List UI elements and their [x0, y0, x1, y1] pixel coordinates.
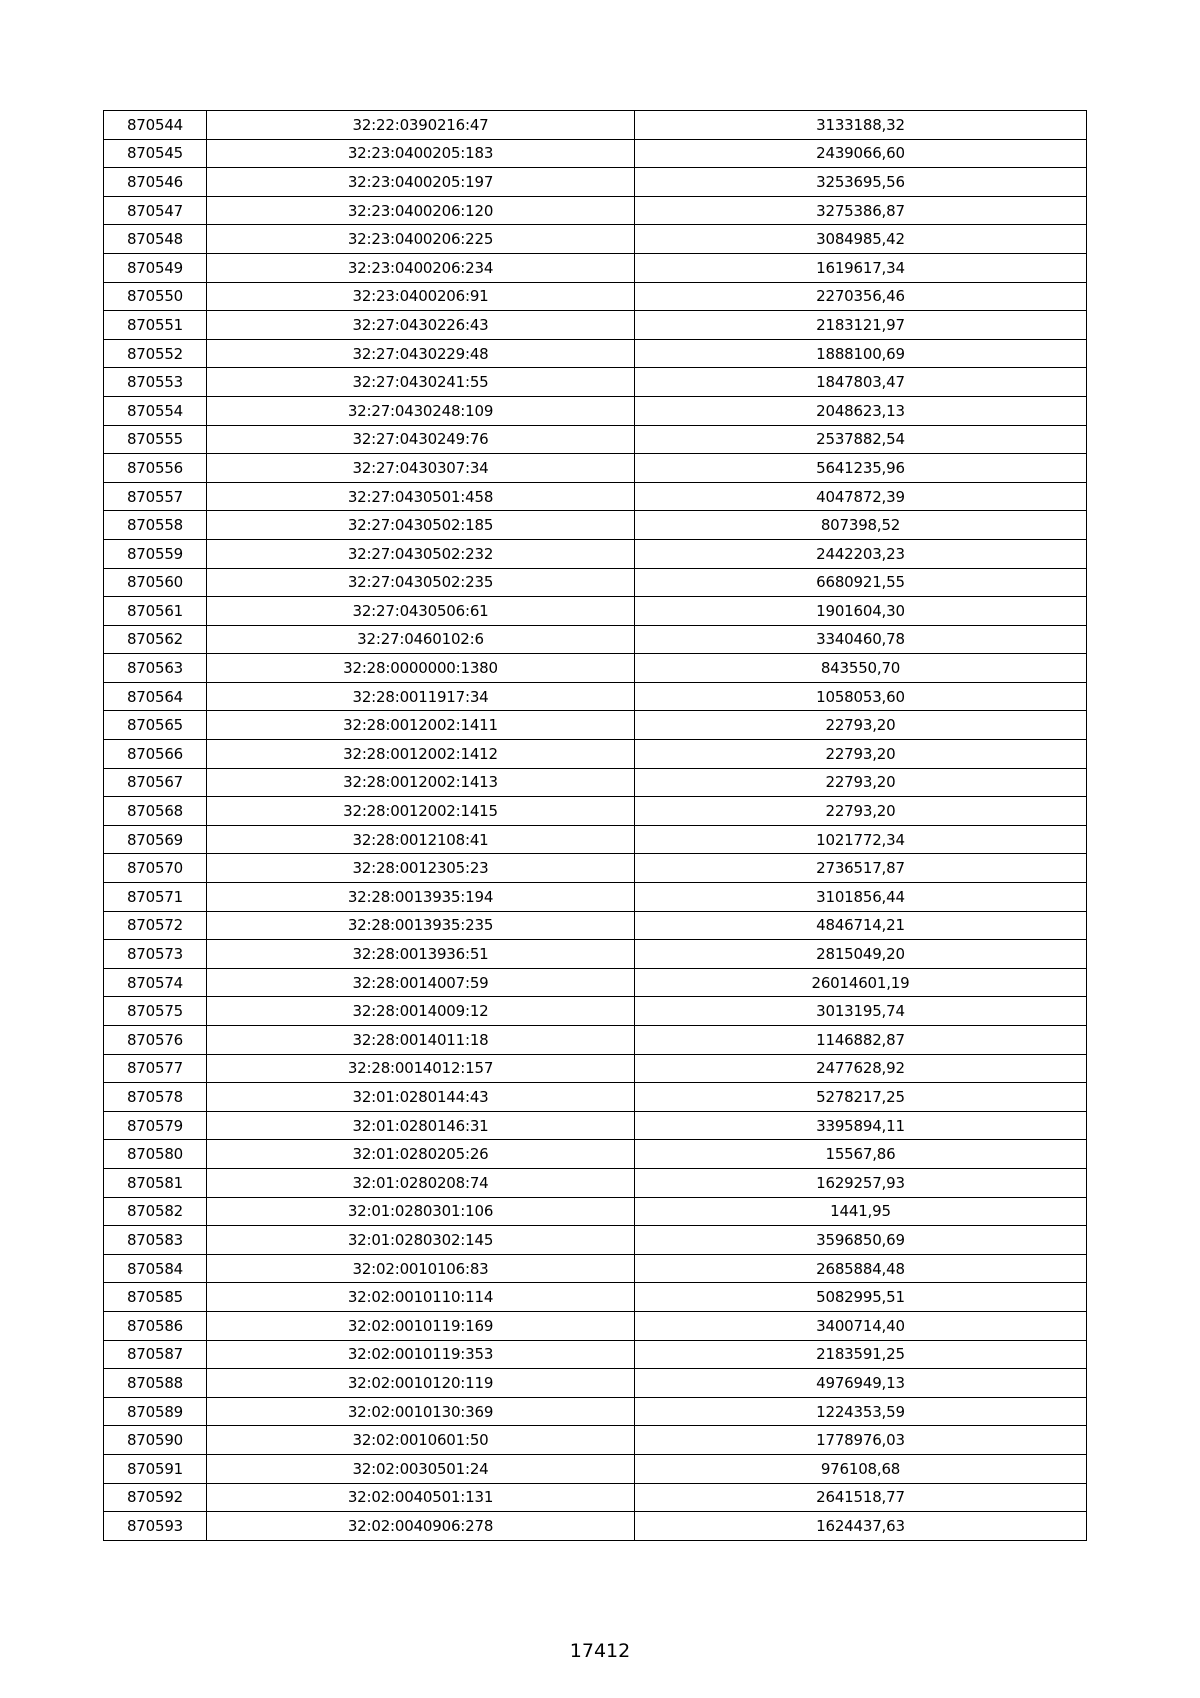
value-cell: 3253695,56 [635, 168, 1087, 197]
table-row [104, 1311, 1087, 1340]
value-cell: 1058053,60 [635, 682, 1087, 711]
row-number-cell: 870575 [104, 997, 207, 1026]
table-row [104, 1483, 1087, 1512]
table-row [104, 682, 1087, 711]
value-cell: 2270356,46 [635, 282, 1087, 311]
cadastral-number-cell: 32:02:0010130:369 [207, 1397, 635, 1426]
row-number-cell: 870551 [104, 311, 207, 340]
table-row [104, 711, 1087, 740]
row-number-cell: 870592 [104, 1483, 207, 1512]
cadastral-number-cell: 32:27:0430502:232 [207, 539, 635, 568]
table-row [104, 196, 1087, 225]
cadastral-number-cell: 32:28:0014011:18 [207, 1026, 635, 1055]
cadastral-number-cell: 32:28:0014007:59 [207, 968, 635, 997]
row-number-cell: 870585 [104, 1283, 207, 1312]
value-cell: 1847803,47 [635, 368, 1087, 397]
row-number-cell: 870568 [104, 797, 207, 826]
row-number-cell: 870588 [104, 1369, 207, 1398]
value-cell: 1619617,34 [635, 253, 1087, 282]
value-cell: 1624437,63 [635, 1512, 1087, 1541]
row-number-cell: 870567 [104, 768, 207, 797]
table-row [104, 1054, 1087, 1083]
row-number-cell: 870564 [104, 682, 207, 711]
value-cell: 3013195,74 [635, 997, 1087, 1026]
table-row [104, 111, 1087, 140]
value-cell: 1901604,30 [635, 597, 1087, 626]
value-cell: 3084985,42 [635, 225, 1087, 254]
value-cell: 2183591,25 [635, 1340, 1087, 1369]
cadastral-number-cell: 32:22:0390216:47 [207, 111, 635, 140]
table-row [104, 1454, 1087, 1483]
cadastral-number-cell: 32:23:0400205:183 [207, 139, 635, 168]
row-number-cell: 870581 [104, 1168, 207, 1197]
row-number-cell: 870544 [104, 111, 207, 140]
value-cell: 22793,20 [635, 768, 1087, 797]
row-number-cell: 870582 [104, 1197, 207, 1226]
cadastral-number-cell: 32:01:0280205:26 [207, 1140, 635, 1169]
table-row [104, 282, 1087, 311]
value-cell: 22793,20 [635, 711, 1087, 740]
table-row [104, 854, 1087, 883]
row-number-cell: 870589 [104, 1397, 207, 1426]
cadastral-number-cell: 32:28:0012002:1412 [207, 740, 635, 769]
cadastral-number-cell: 32:01:0280208:74 [207, 1168, 635, 1197]
cadastral-number-cell: 32:27:0430248:109 [207, 396, 635, 425]
cadastral-number-cell: 32:27:0430501:458 [207, 482, 635, 511]
row-number-cell: 870587 [104, 1340, 207, 1369]
table-row [104, 997, 1087, 1026]
cadastral-number-cell: 32:02:0010119:169 [207, 1311, 635, 1340]
table-row [104, 1397, 1087, 1426]
cadastral-number-cell: 32:28:0012108:41 [207, 825, 635, 854]
value-cell: 1224353,59 [635, 1397, 1087, 1426]
table-row [104, 1283, 1087, 1312]
row-number-cell: 870573 [104, 940, 207, 969]
cadastral-number-cell: 32:27:0430502:235 [207, 568, 635, 597]
value-cell: 2477628,92 [635, 1054, 1087, 1083]
table-row [104, 1197, 1087, 1226]
value-cell: 3400714,40 [635, 1311, 1087, 1340]
table-row [104, 482, 1087, 511]
cadastral-number-cell: 32:02:0040501:131 [207, 1483, 635, 1512]
cadastral-number-cell: 32:27:0430249:76 [207, 425, 635, 454]
row-number-cell: 870548 [104, 225, 207, 254]
table-row [104, 1083, 1087, 1112]
table-row [104, 1340, 1087, 1369]
row-number-cell: 870586 [104, 1311, 207, 1340]
row-number-cell: 870552 [104, 339, 207, 368]
table-row [104, 1369, 1087, 1398]
row-number-cell: 870563 [104, 654, 207, 683]
cadastral-number-cell: 32:01:0280301:106 [207, 1197, 635, 1226]
cadastral-number-cell: 32:27:0430502:185 [207, 511, 635, 540]
cadastral-number-cell: 32:02:0010110:114 [207, 1283, 635, 1312]
table-row [104, 1026, 1087, 1055]
value-cell: 2439066,60 [635, 139, 1087, 168]
row-number-cell: 870583 [104, 1226, 207, 1255]
table-row [104, 168, 1087, 197]
cadastral-number-cell: 32:28:0012002:1411 [207, 711, 635, 740]
cadastral-number-cell: 32:23:0400206:234 [207, 253, 635, 282]
cadastral-number-cell: 32:27:0430506:61 [207, 597, 635, 626]
cadastral-number-cell: 32:28:0014009:12 [207, 997, 635, 1026]
value-cell: 3340460,78 [635, 625, 1087, 654]
table-row [104, 511, 1087, 540]
value-cell: 2442203,23 [635, 539, 1087, 568]
value-cell: 1778976,03 [635, 1426, 1087, 1455]
table-row [104, 968, 1087, 997]
table-row [104, 654, 1087, 683]
table-row [104, 1426, 1087, 1455]
row-number-cell: 870569 [104, 825, 207, 854]
value-cell: 1441,95 [635, 1197, 1087, 1226]
row-number-cell: 870572 [104, 911, 207, 940]
value-cell: 4976949,13 [635, 1369, 1087, 1398]
value-cell: 22793,20 [635, 797, 1087, 826]
row-number-cell: 870593 [104, 1512, 207, 1541]
value-cell: 1021772,34 [635, 825, 1087, 854]
cadastral-number-cell: 32:02:0010120:119 [207, 1369, 635, 1398]
cadastral-number-cell: 32:01:0280144:43 [207, 1083, 635, 1112]
table-row [104, 597, 1087, 626]
row-number-cell: 870545 [104, 139, 207, 168]
table-row [104, 1226, 1087, 1255]
cadastral-number-cell: 32:28:0000000:1380 [207, 654, 635, 683]
value-cell: 807398,52 [635, 511, 1087, 540]
cadastral-number-cell: 32:01:0280302:145 [207, 1226, 635, 1255]
value-cell: 976108,68 [635, 1454, 1087, 1483]
records-table-body [104, 111, 1087, 1541]
cadastral-number-cell: 32:02:0010106:83 [207, 1254, 635, 1283]
table-row [104, 454, 1087, 483]
cadastral-number-cell: 32:28:0013936:51 [207, 940, 635, 969]
row-number-cell: 870577 [104, 1054, 207, 1083]
table-row [104, 253, 1087, 282]
value-cell: 3133188,32 [635, 111, 1087, 140]
value-cell: 26014601,19 [635, 968, 1087, 997]
cadastral-number-cell: 32:28:0014012:157 [207, 1054, 635, 1083]
row-number-cell: 870566 [104, 740, 207, 769]
cadastral-number-cell: 32:23:0400206:91 [207, 282, 635, 311]
value-cell: 2736517,87 [635, 854, 1087, 883]
value-cell: 2537882,54 [635, 425, 1087, 454]
table-row [104, 568, 1087, 597]
row-number-cell: 870571 [104, 883, 207, 912]
cadastral-number-cell: 32:02:0010119:353 [207, 1340, 635, 1369]
row-number-cell: 870578 [104, 1083, 207, 1112]
table-row [104, 425, 1087, 454]
row-number-cell: 870557 [104, 482, 207, 511]
table-row [104, 768, 1087, 797]
table-row [104, 1140, 1087, 1169]
value-cell: 1146882,87 [635, 1026, 1087, 1055]
row-number-cell: 870576 [104, 1026, 207, 1055]
table-row [104, 139, 1087, 168]
row-number-cell: 870550 [104, 282, 207, 311]
row-number-cell: 870554 [104, 396, 207, 425]
cadastral-number-cell: 32:28:0013935:235 [207, 911, 635, 940]
value-cell: 2183121,97 [635, 311, 1087, 340]
table-row [104, 311, 1087, 340]
table-row [104, 740, 1087, 769]
row-number-cell: 870584 [104, 1254, 207, 1283]
value-cell: 3101856,44 [635, 883, 1087, 912]
value-cell: 2815049,20 [635, 940, 1087, 969]
row-number-cell: 870549 [104, 253, 207, 282]
table-row [104, 539, 1087, 568]
table-row [104, 339, 1087, 368]
table-row [104, 368, 1087, 397]
value-cell: 1888100,69 [635, 339, 1087, 368]
cadastral-number-cell: 32:01:0280146:31 [207, 1111, 635, 1140]
records-table [103, 110, 1087, 1541]
value-cell: 4846714,21 [635, 911, 1087, 940]
value-cell: 2048623,13 [635, 396, 1087, 425]
table-row [104, 625, 1087, 654]
value-cell: 5082995,51 [635, 1283, 1087, 1312]
row-number-cell: 870590 [104, 1426, 207, 1455]
cadastral-number-cell: 32:27:0430226:43 [207, 311, 635, 340]
row-number-cell: 870560 [104, 568, 207, 597]
row-number-cell: 870547 [104, 196, 207, 225]
table-row [104, 225, 1087, 254]
table-row [104, 1254, 1087, 1283]
row-number-cell: 870555 [104, 425, 207, 454]
row-number-cell: 870570 [104, 854, 207, 883]
table-row [104, 1168, 1087, 1197]
table-row [104, 825, 1087, 854]
cadastral-number-cell: 32:27:0430241:55 [207, 368, 635, 397]
cadastral-number-cell: 32:27:0430307:34 [207, 454, 635, 483]
cadastral-number-cell: 32:28:0012002:1415 [207, 797, 635, 826]
value-cell: 6680921,55 [635, 568, 1087, 597]
table-row [104, 940, 1087, 969]
value-cell: 5278217,25 [635, 1083, 1087, 1112]
value-cell: 4047872,39 [635, 482, 1087, 511]
row-number-cell: 870579 [104, 1111, 207, 1140]
value-cell: 15567,86 [635, 1140, 1087, 1169]
row-number-cell: 870556 [104, 454, 207, 483]
cadastral-number-cell: 32:23:0400205:197 [207, 168, 635, 197]
value-cell: 2641518,77 [635, 1483, 1087, 1512]
value-cell: 3395894,11 [635, 1111, 1087, 1140]
cadastral-number-cell: 32:27:0460102:6 [207, 625, 635, 654]
row-number-cell: 870562 [104, 625, 207, 654]
table-row [104, 883, 1087, 912]
row-number-cell: 870546 [104, 168, 207, 197]
cadastral-number-cell: 32:28:0012305:23 [207, 854, 635, 883]
value-cell: 843550,70 [635, 654, 1087, 683]
value-cell: 1629257,93 [635, 1168, 1087, 1197]
cadastral-number-cell: 32:02:0040906:278 [207, 1512, 635, 1541]
row-number-cell: 870565 [104, 711, 207, 740]
table-row [104, 797, 1087, 826]
cadastral-number-cell: 32:28:0012002:1413 [207, 768, 635, 797]
value-cell: 3596850,69 [635, 1226, 1087, 1255]
row-number-cell: 870561 [104, 597, 207, 626]
value-cell: 22793,20 [635, 740, 1087, 769]
row-number-cell: 870553 [104, 368, 207, 397]
table-row [104, 911, 1087, 940]
table-row [104, 1111, 1087, 1140]
cadastral-number-cell: 32:27:0430229:48 [207, 339, 635, 368]
value-cell: 2685884,48 [635, 1254, 1087, 1283]
cadastral-number-cell: 32:02:0030501:24 [207, 1454, 635, 1483]
page-number: 17412 [569, 1640, 631, 1662]
value-cell: 3275386,87 [635, 196, 1087, 225]
row-number-cell: 870558 [104, 511, 207, 540]
cadastral-number-cell: 32:23:0400206:120 [207, 196, 635, 225]
row-number-cell: 870580 [104, 1140, 207, 1169]
row-number-cell: 870591 [104, 1454, 207, 1483]
value-cell: 5641235,96 [635, 454, 1087, 483]
cadastral-number-cell: 32:23:0400206:225 [207, 225, 635, 254]
cadastral-number-cell: 32:28:0013935:194 [207, 883, 635, 912]
table-row [104, 396, 1087, 425]
cadastral-number-cell: 32:28:0011917:34 [207, 682, 635, 711]
row-number-cell: 870559 [104, 539, 207, 568]
row-number-cell: 870574 [104, 968, 207, 997]
table-row [104, 1512, 1087, 1541]
cadastral-number-cell: 32:02:0010601:50 [207, 1426, 635, 1455]
